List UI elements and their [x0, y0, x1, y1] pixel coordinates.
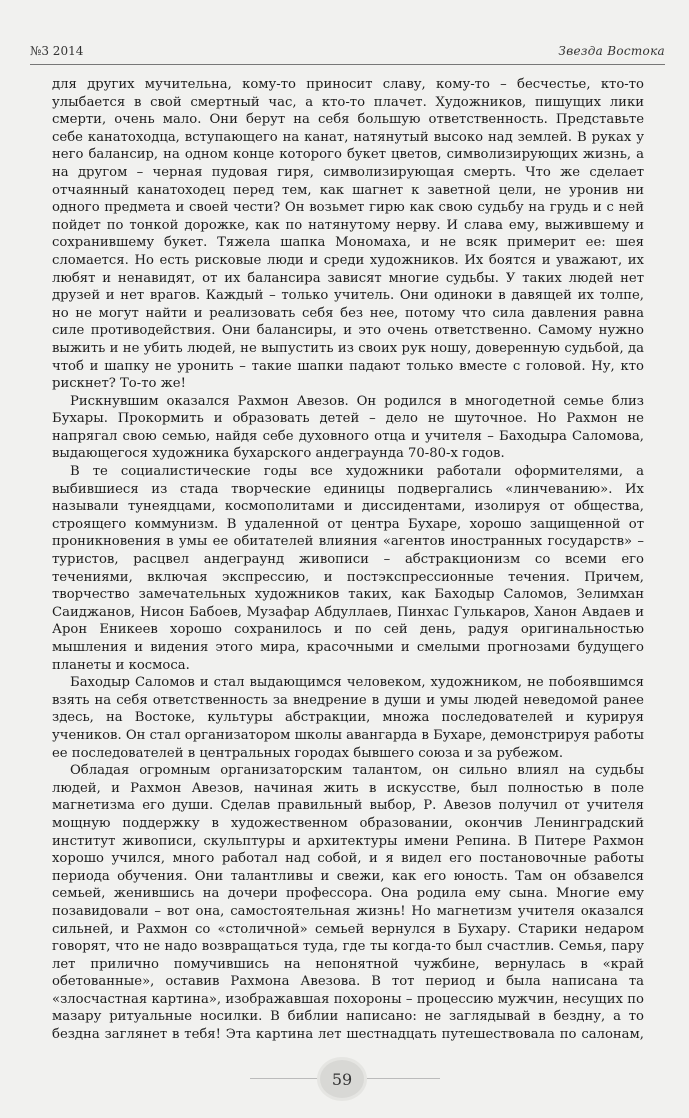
paragraph: Рискнувшим оказался Рахмон Авезов. Он родился в многодетной семье близ Бухары. Прокормить и образовать детей – дело не шуточное. Но Рахмон не напрягал свою семью, найдя себе духовного отца и учителя – Баходыра Саломова, выдающегося художника бухарского андеграунда 70-80-х годов.	[52, 393, 644, 462]
paragraph: Баходыр Саломов и стал выдающимся человеком, художником, не побоявшимся взять на себя ответственность за внедрение в души и умы людей неведомой ранее здесь, на Востоке, культуры абстракции, множа последователей и курируя учеников. Он стал организатором школы авангарда в Бухаре, демонстрируя работы ее последователей в центральных городах бывшего союза и за рубежом.	[52, 675, 644, 761]
article-body	[52, 76, 644, 1042]
paragraph: В те социалистические годы все художники работали оформителями, а выбившиеся из стада творческие единицы подвергались «линчеванию». Их называли тунеядцами, космополитами и диссидентами, изолируя от общества, строящего коммунизм. В удаленной от центра Бухаре, хорошо защищенной от проникновения в умы ее обитателей влияния «агентов иностранных государств» – туристов, расцвел андеграунд живописи – абстракционизм со всеми его течениями, включая экспрессию, и постэкспрессионные течения. Причем, творчество замечательных художников таких, как Баходыр Саломов, Зелимхан Саиджанов, Нисон Бабоев, Музафар Абдуллаев, Пинхас Гулькаров, Ханон Авдаев и Арон Еникеев хорошо сохранилось и по сей день, радуя оригинальностью мышления и видения этого мира, красочными и смелыми прогнозами будущего планеты и космоса.	[52, 464, 644, 673]
header-rule	[30, 64, 665, 65]
paragraph: Обладая огромным организаторским талантом, он сильно влиял на судьбы людей, и Рахмон Авезов, начиная жить в искусстве, был полностью в поле магнетизма его души. Сделав правильный выбор, Р. Авезов получил от учителя мощную поддержку в художественном образовании, окончив Ленинградский институт живописи, скульптуры и архитектуры имени Репина. В Питере Рахмон хорошо учился, много работал над собой, и я видел его постановочные работы периода обучения. Они талантливы и свежи, как его юность. Там он обзавелся семьей, женившись на дочери профессора. Она родила ему сына. Многие ему позавидовали – вот она, самостоятельная жизнь! Но магнетизм учителя оказался сильней, и Рахмон со «столичной» семьей вернулся в Бухару. Старики недаром говорят, что не надо возвращаться туда, где ты когда-то был счастлив. Семья, пару лет прилично помучившись на непонятной чужбине, вернулась в «край обетованные», оставив Рахмона Авезова. В тот период и была написана та «злосчастная картина», изображавшая похороны – процессию мужчин, несущих по мазару ритуальные носилки. В библии написано: не заглядывай в бездну, а то бездна заглянет в тебя! Эта картина лет шестнадцать путешествовала по салонам,	[52, 763, 644, 1042]
footer-ornament-left	[250, 1078, 330, 1079]
journal-title: Звезда Востока	[558, 44, 665, 58]
footer-ornament-right	[360, 1078, 440, 1079]
page-number: 59	[331, 1069, 353, 1089]
running-header	[30, 44, 665, 64]
issue-number: №3 2014	[30, 44, 84, 58]
page-number-badge	[320, 1060, 364, 1098]
page-footer	[0, 1052, 689, 1112]
paragraph: для других мучительна, кому-то приносит славу, кому-то – бесчестье, кто-то улыбается в свой смертный час, а кто-то плачет. Художников, пишущих лики смерти, очень мало. Они берут на себя большую ответственность. Представьте себе канатоходца, вступающего на канат, натянутый высоко над землей. В руках у него балансир, на одном конце которого букет цветов, символизирующих жизнь, а на другом – черная пудовая гиря, символизирующая смерть. Что же сделает отчаянный канатоходец перед тем, как шагнет к заветной цели, не уронив ни одного предмета и своей чести? Он возьмет гирю как свою судьбу на грудь и с ней пойдет по тонкой дорожке, как по натянутому нерву. И слава ему, выжившему и сохранившему букет. Тяжела шапка Мономаха, и не всяк примерит ее: шея сломается. Но есть рисковые люди и среди художников. Их боятся и уважают, их любят и ненавидят, от их балансира зависят многие судьбы. У таких людей нет друзей и нет врагов. Каждый – только учитель. Они одиноки в давящей их толпе, но не могут найти и реализовать себя без нее, потому что сила давления равна силе противодействия. Они балансиры, и это очень ответственно. Самому нужно выжить и не убить людей, не выпустить из своих рук ношу, доверенную судьбой, да чтоб и шапку не уронить – такие шапки падают только вместе с головой. Ну, кто рискнет? То-то же!	[52, 77, 644, 392]
